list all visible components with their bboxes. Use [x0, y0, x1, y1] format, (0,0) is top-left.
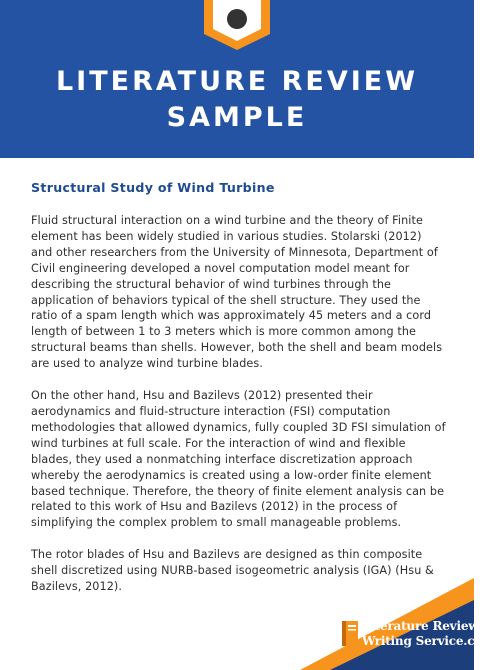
text-line: structural beams than shells. However, both the shell and beam models	[31, 341, 443, 355]
paragraph-2	[31, 388, 447, 531]
logo-line-1: Literature Review	[362, 619, 479, 633]
ribbon-decoration	[0, 0, 474, 60]
text-line: On the other hand, Hsu and Bazilevs (2012) presented their	[31, 389, 373, 403]
text-line: based technique. Therefore, the theory of finite element analysis can be	[31, 484, 445, 498]
text-line: aerodynamics and fluid-structure interaction (FSI) computation	[31, 404, 391, 418]
text-line: The rotor blades of Hsu and Bazilevs are designed as thin composite	[31, 548, 423, 562]
text-line: and other researchers from the University of Minnesota, Department of	[31, 245, 438, 259]
text-line: whereby the aerodynamics is created using a low-order finite element	[31, 468, 432, 482]
dot-icon	[227, 9, 247, 29]
text-line: blades, they used a nonmatching interface discretization approach	[31, 452, 413, 466]
text-line: ratio of a spam length which was approximately 45 meters and a cord	[31, 309, 432, 323]
text-line: simplifying the complex problem to small manageable problems.	[31, 516, 402, 530]
text-line: methodologies that allowed dynamics, fully coupled 3D FSI simulation of	[31, 420, 446, 434]
paragraph-1	[31, 213, 447, 372]
book-icon	[341, 620, 360, 648]
title-line-1: LITERATURE REVIEW	[55, 66, 419, 97]
text-line: shell discretized using NURB-based isogeometric analysis (IGA) (Hsu &	[31, 564, 434, 578]
text-line: Fluid structural interaction on a wind turbine and the theory of Finite	[31, 214, 423, 227]
section-heading: Structural Study of Wind Turbine	[31, 180, 275, 195]
text-line: describing the structural behavior of wind turbines through the	[31, 277, 392, 291]
text-line: application of behaviors typical of the shell structure. They used the	[31, 293, 421, 307]
brand-logo[interactable]	[338, 613, 495, 670]
text-line: Civil engineering developed a novel computation model meant for	[31, 261, 410, 275]
title-line-2: SAMPLE	[166, 102, 308, 133]
header-banner	[0, 0, 474, 158]
text-line: wind turbines at full scale. For the interaction of wind and flexible	[31, 436, 406, 450]
text-line: are used to analyze wind turbine blades.	[31, 357, 263, 371]
text-line: Bazilevs, 2012).	[31, 580, 123, 594]
text-line: related to this work of Hsu and Bazilevs (2012) in the process of	[31, 500, 398, 514]
logo-line-2: Writing Service.com	[362, 634, 495, 648]
main-content	[31, 180, 447, 611]
page-title	[0, 64, 474, 136]
text-line: element has been widely studied in various studies. Stolarski (2012)	[31, 229, 422, 243]
text-line: length of between 1 to 3 meters which is more common among the	[31, 325, 417, 339]
